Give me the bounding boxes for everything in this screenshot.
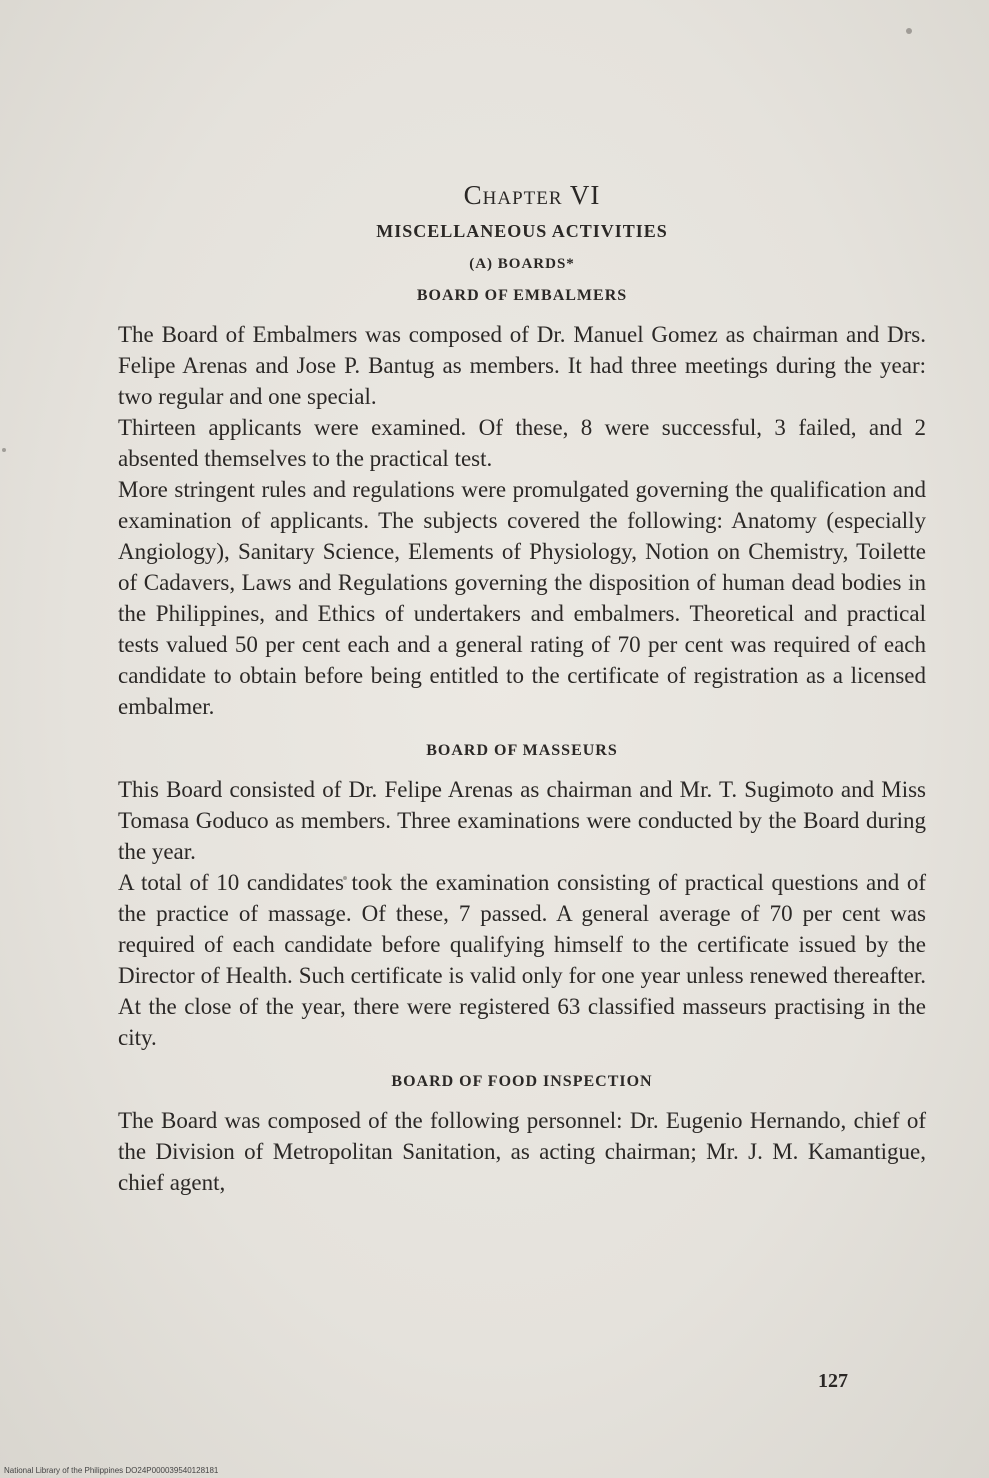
page-number: 127 — [818, 1370, 848, 1392]
section-gap — [118, 722, 926, 742]
paragraph: The Board of Embalmers was composed of Dr. Manuel Gomez as chairman and Drs. Felipe Arenas and Jose P. Bantug as members. It had three meetings during the year: two regular and one special. — [118, 322, 926, 409]
chapter-title: MISCELLANEOUS ACTIVITIES — [376, 221, 668, 241]
library-footer: National Library of the Philippines DO24P000039540128181 — [4, 1466, 219, 1475]
section-gap — [118, 1053, 926, 1073]
section-heading-masseurs: BOARD OF MASSEURS — [426, 742, 618, 759]
paragraph: A total of 10 candidates took the examination consisting of practical questions and of the practice of massage. Of these, 7 passed. A general average of 70 per cent was required of each candidate before qualifying himself to the certificate issued by the Director of Health. Such certificate is valid only for one year unless renewed thereafter. At the close of the year, there were registered 63 classified masseurs practising in the city. — [118, 870, 926, 1050]
paragraph: The Board was composed of the following personnel: Dr. Eugenio Hernando, chief of the Division of Metropolitan Sanitation, as acting chairman; Mr. J. M. Kamantigue, chief agent, — [118, 1108, 926, 1195]
scan-speck — [906, 28, 912, 34]
chapter-subtitle: (A) BOARDS* — [469, 256, 575, 272]
chapter-numeral: VI — [569, 180, 601, 210]
paragraph: Thirteen applicants were examined. Of these, 8 were successful, 3 failed, and 2 absented themselves to the practical test. — [118, 415, 926, 471]
paragraph: This Board consisted of Dr. Felipe Arenas as chairman and Mr. T. Sugimoto and Miss Tomasa Goduco as members. Three examinations were conducted by the Board during the year. — [118, 777, 926, 864]
chapter-heading — [118, 180, 926, 211]
section-heading-food-inspection: BOARD OF FOOD INSPECTION — [391, 1073, 653, 1090]
scan-speck — [2, 448, 6, 452]
section-heading-embalmers: BOARD OF EMBALMERS — [416, 287, 628, 304]
chapter-label: Chapter — [463, 180, 563, 210]
paragraph: More stringent rules and regulations were promulgated governing the qualification and examination of applicants. The subjects covered the following: Anatomy (especially Angiology), Sanitary Science, Elements of Physiology, Notion on Chemistry, Toilette of Cadavers, Laws and Regulations governing the disposition of human dead bodies in the Philippines, and Ethics of undertakers and embalmers. Theoretical and practical tests valued 50 per cent each and a general rating of 70 per cent was required of each candidate to obtain before being entitled to the certificate of registration as a licensed embalmer. — [118, 477, 926, 719]
page-content — [118, 180, 926, 1198]
